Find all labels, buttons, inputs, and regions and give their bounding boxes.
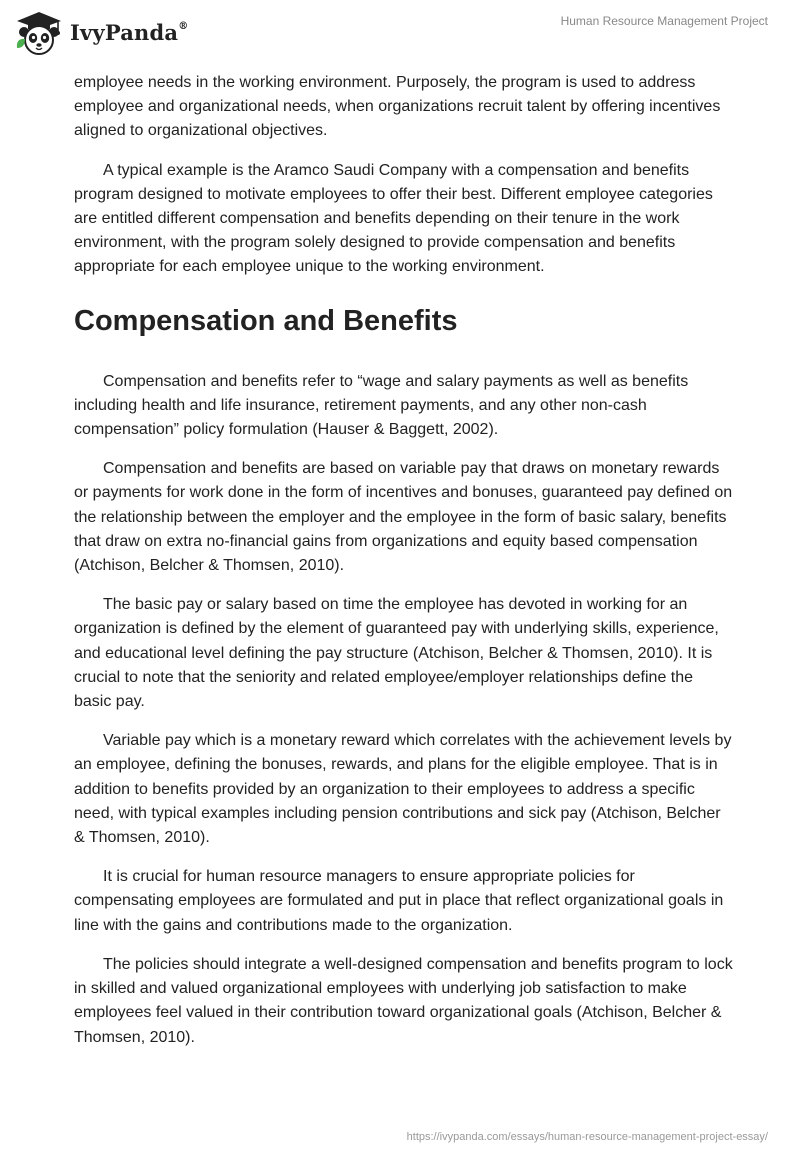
ivypanda-logo[interactable] — [14, 8, 188, 58]
brand-name: IvyPanda® — [70, 19, 189, 45]
paragraph: The policies should integrate a well-designed compensation and benefits program to lock in skilled and valued organizational employees with underlying job satisfaction to make employees feel valued in their contribution toward organizational goals (Atchison, Belcher & Thomsen, 2010). — [74, 955, 733, 1046]
paragraph: The basic pay or salary based on time the employee has devoted in working for an organization is defined by the element of guaranteed pay with underlying skills, experience, and educational level defining the pay structure (Atchison, Belcher & Thomsen, 2010). It is crucial to note that the seniority and related employee/employer relationships define the basic pay. — [74, 596, 719, 711]
page-header — [0, 0, 800, 70]
paragraph: Compensation and benefits refer to “wage and salary payments as well as benefits including health and life insurance, retirement payments, and any other non-cash compensation” policy formulation (Hauser & Baggett, 2002). — [74, 372, 689, 439]
section-heading: Compensation and Benefits — [74, 304, 458, 337]
paragraph: Variable pay which is a monetary reward which correlates with the achievement levels by an employee, defining the bonuses, rewards, and plans for the eligible employee. That is in addition to benefits provided by an organization to their employees to address a specific need, with typical examples including pension contributions and sick pay (Atchison, Belcher & Thomsen, 2010). — [74, 732, 732, 847]
essay-content — [74, 71, 734, 1065]
paragraph: employee needs in the working environment. Purposely, the program is used to address employee and organizational needs, when organizations recruit talent by offering incentives aligned to organizational objectives. — [74, 74, 721, 140]
paragraph: A typical example is the Aramco Saudi Company with a compensation and benefits program designed to motivate employees to offer their best. Different employee categories are entitled different compensation and benefits depending on their tenure in the work environment, with the program solely designed to provide compensation and benefits appropriate for each employee unique to the working environment. — [74, 161, 713, 276]
paragraph: Compensation and benefits are based on variable pay that draws on monetary rewards or payments for work done in the form of incentives and bonuses, guaranteed pay defined on the relationship between the employer and the employee in the form of basic salary, benefits that draw on extra no-financial gains from organizations and equity based compensation (Atchison, Belcher & Thomsen, 2010). — [74, 460, 733, 575]
document-title: Human Resource Management Project — [560, 14, 768, 28]
panda-graduate-icon — [14, 8, 64, 58]
paragraph: It is crucial for human resource managers to ensure appropriate policies for compensating employees are formulated and put in place that reflect organizational goals in line with the gains and contributions made to the organization. — [74, 868, 724, 934]
source-url[interactable]: https://ivypanda.com/essays/human-resource-management-project-essay/ — [406, 1131, 768, 1143]
